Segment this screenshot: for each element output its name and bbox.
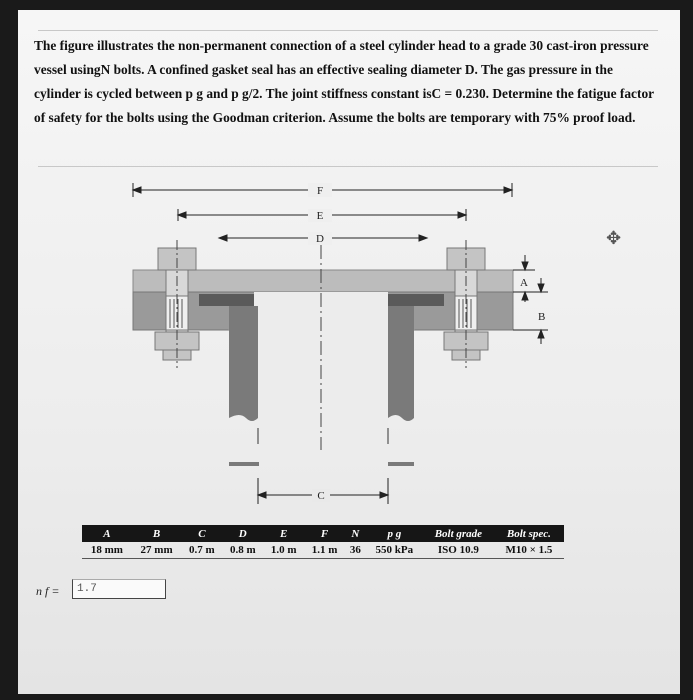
- vessel-wall-left: [229, 306, 258, 421]
- table-cell: ISO 10.9: [423, 542, 494, 559]
- dim-label-B: B: [538, 311, 546, 323]
- table-header-row: [82, 525, 564, 542]
- table-cell: 550 kPa: [366, 542, 423, 559]
- dim-label-C: C: [317, 490, 325, 502]
- wall-bottom-left: [229, 462, 259, 466]
- dim-label-A: A: [520, 277, 528, 289]
- table-cell: 0.7 m: [181, 542, 222, 559]
- answer-input[interactable]: 1.7: [72, 579, 166, 599]
- dimension-A-B: [513, 255, 548, 344]
- col-header: C: [181, 525, 222, 542]
- answer-label: n f =: [36, 584, 60, 598]
- gasket-left: [199, 294, 255, 306]
- move-cursor-icon: ✥: [606, 228, 622, 249]
- parameter-table: [82, 525, 564, 559]
- col-header: E: [263, 525, 304, 542]
- table-cell: 27 mm: [132, 542, 182, 559]
- col-header: B: [132, 525, 182, 542]
- table-cell: 0.8 m: [222, 542, 263, 559]
- gasket-right: [388, 294, 444, 306]
- col-header: D: [222, 525, 263, 542]
- table-row: [82, 542, 564, 559]
- col-header: Bolt spec.: [494, 525, 564, 542]
- col-header: Bolt grade: [423, 525, 494, 542]
- dim-label-D: D: [316, 233, 324, 245]
- table-cell: 1.0 m: [263, 542, 304, 559]
- col-header: N: [345, 525, 366, 542]
- table-cell: 36: [345, 542, 366, 559]
- col-header: A: [82, 525, 132, 542]
- col-header: F: [304, 525, 345, 542]
- table-cell: 18 mm: [82, 542, 132, 559]
- table-cell: M10 × 1.5: [494, 542, 564, 559]
- dim-label-E: E: [316, 210, 324, 222]
- problem-statement: The figure illustrates the non-permanent connection of a steel cylinder head to a grade 30 cast-iron pressure vessel usingN bolts. A confined gasket seal has an effective sealing diameter D. The gas pressure in the cylinder is cycled between p g and p g/2. The joint stiffness constant isC = 0.230. Determine the fatigue factor of safety for the bolts using the Goodman criterion. Assume the bolts are temporary with 75% proof load.: [34, 38, 654, 125]
- dim-label-F: F: [316, 185, 324, 197]
- wall-bottom-right: [388, 462, 414, 466]
- vessel-wall-right: [388, 306, 414, 421]
- table-cell: 1.1 m: [304, 542, 345, 559]
- col-header: p g: [366, 525, 423, 542]
